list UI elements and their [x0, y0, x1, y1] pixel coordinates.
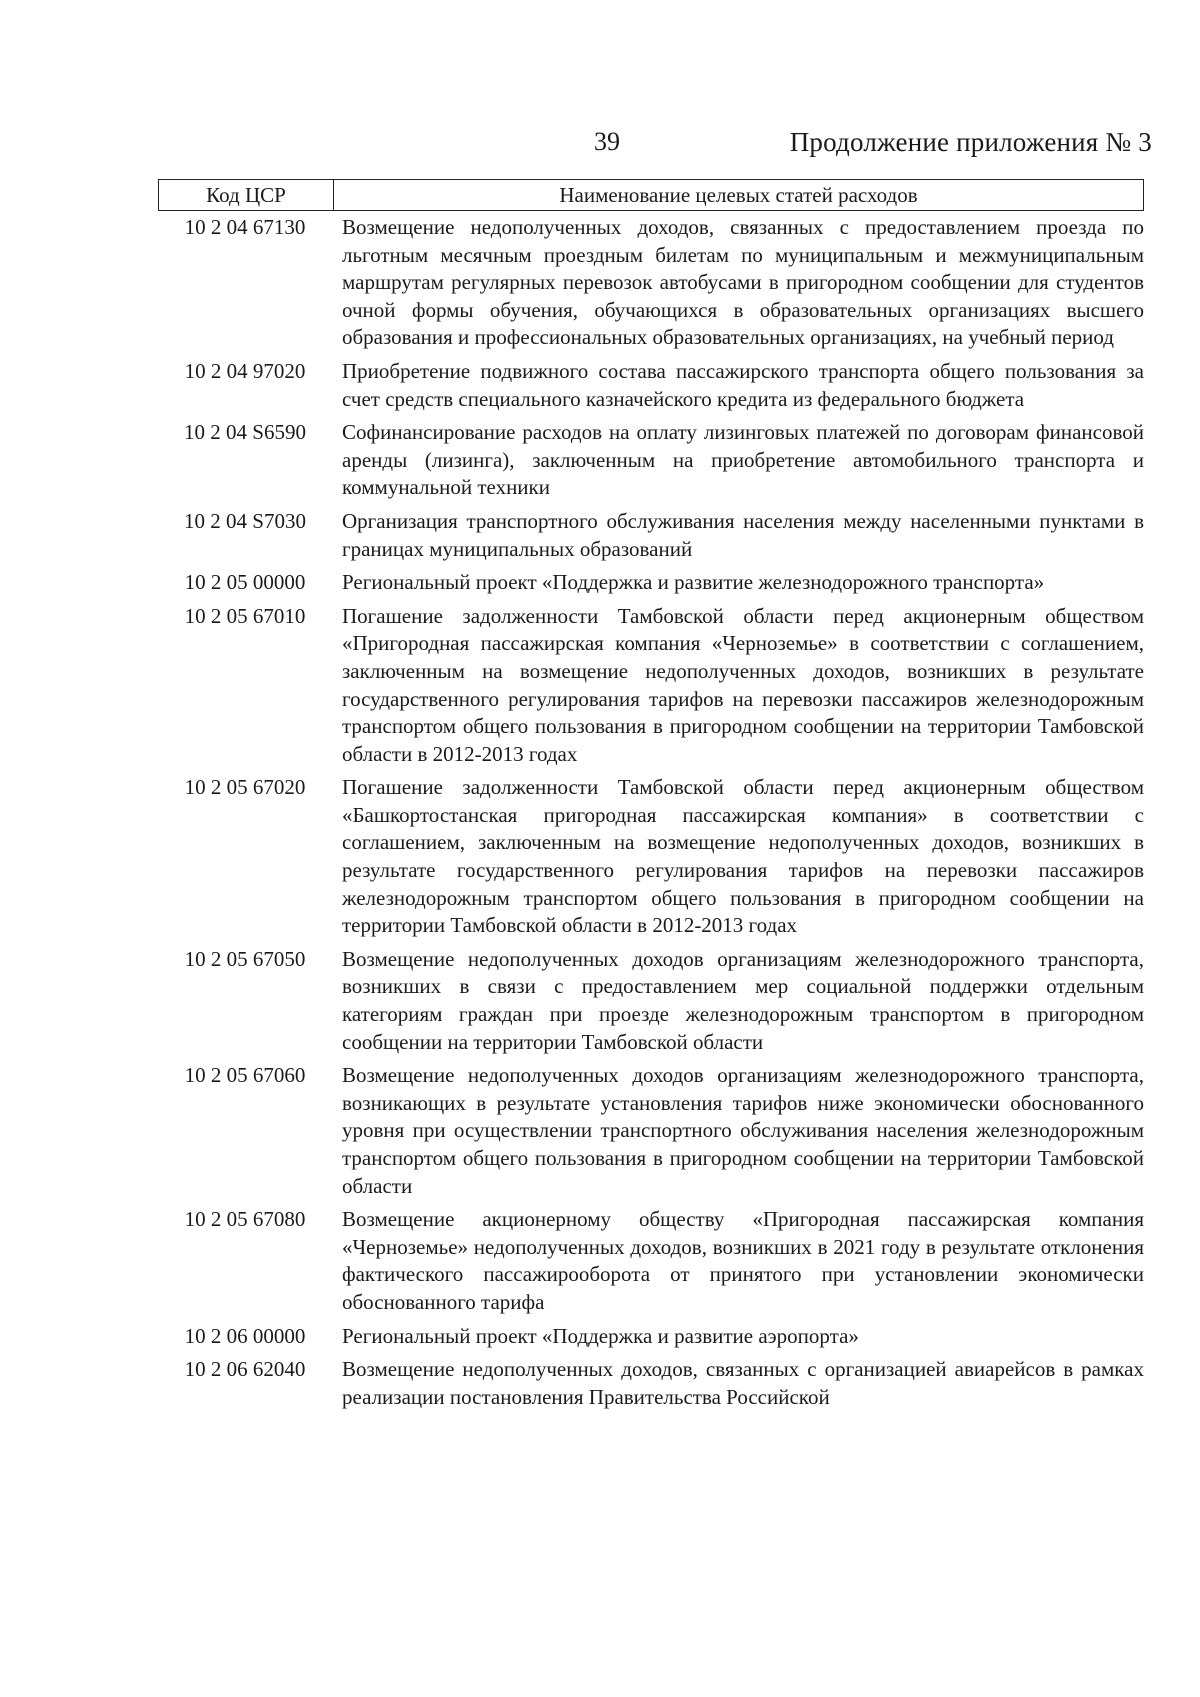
table-row — [158, 419, 1144, 502]
row-code: 10 2 04 S7030 — [184, 508, 306, 533]
row-code: 10 2 06 00000 — [184, 1323, 306, 1348]
row-description: Погашение задолженности Тамбовской области перед акционерным обществом «Башкортостанская пригородная пассажирская компания» в соответствии с соглашением, заключенным на возмещение недополученных доходов, возникших в результате государственного регулирования тарифов на перевозки пассажиров железнодорожным транспортом общего пользования в пригородном сообщении на территории Тамбовской области в 2012-2013 годах — [342, 775, 1144, 938]
row-code: 10 2 05 67010 — [184, 603, 306, 628]
table-row — [158, 1206, 1144, 1316]
row-code: 10 2 06 62040 — [184, 1357, 306, 1382]
table-header — [158, 179, 1144, 211]
row-description: Организация транспортного обслуживания населения между населенными пунктами в границах муниципальных образований — [342, 508, 1144, 561]
row-code: 10 2 04 S6590 — [184, 420, 306, 445]
column-header-code: Код ЦСР — [159, 180, 334, 210]
row-description: Погашение задолженности Тамбовской области перед акционерным обществом «Пригородная пассажирская компания «Черноземье» в соответствии с соглашением, заключенным на возмещение недополученных доходов, возникших в результате государственного регулирования тарифов на перевозки пассажиров железнодорожным транспортом общего пользования в пригородном сообщении на территории Тамбовской области в 2012-2013 годах — [342, 603, 1144, 766]
row-code: 10 2 04 97020 — [184, 358, 306, 383]
expense-table-body — [158, 214, 1144, 1417]
table-row — [158, 1356, 1144, 1411]
row-description: Приобретение подвижного состава пассажирского транспорта общего пользования за счет средств специального казначейского кредита из федерального бюджета — [342, 358, 1144, 411]
row-description: Софинансирование расходов на оплату лизинговых платежей по договорам финансовой аренды (лизинга), заключенным на приобретение автомобильного транспорта и коммунальной техники — [342, 420, 1144, 500]
page-number: 39 — [594, 127, 620, 156]
row-code: 10 2 05 67080 — [184, 1207, 306, 1232]
page-header — [0, 122, 1200, 162]
row-description: Региональный проект «Поддержка и развитие железнодорожного транспорта» — [342, 570, 1045, 595]
row-code: 10 2 05 67060 — [184, 1063, 306, 1088]
table-row — [158, 603, 1144, 769]
row-description: Возмещение недополученных доходов организациям железнодорожного транспорта, возникающих в результате установления тарифов ниже экономически обоснованного уровня при осуществлении транспортного обслуживания населения железнодорожным транспортом общего пользования в пригородном сообщении на территории Тамбовской области — [342, 1063, 1144, 1198]
row-description: Возмещение недополученных доходов, связанных с организацией авиарейсов в рамках реализации постановления Правительства Российской — [342, 1357, 1144, 1409]
table-row — [158, 214, 1144, 352]
appendix-continuation-title: Продолжение приложения № 3 — [789, 127, 1152, 157]
row-description: Возмещение недополученных доходов организациям железнодорожного транспорта, возникших в связи с предоставлением мер социальной поддержки отдельным категориям граждан при проезде железнодорожным транспортом в пригородном сообщении на территории Тамбовской области — [342, 946, 1144, 1054]
table-row — [158, 569, 1144, 597]
row-code: 10 2 05 00000 — [184, 570, 306, 595]
row-description: Региональный проект «Поддержка и развитие аэропорта» — [342, 1323, 859, 1348]
row-code: 10 2 05 67020 — [184, 775, 306, 800]
table-row — [158, 774, 1144, 940]
table-row — [158, 946, 1144, 1056]
table-row — [158, 1323, 1144, 1351]
column-header-name: Наименование целевых статей расходов — [559, 183, 918, 207]
table-row — [158, 1062, 1144, 1200]
table-row — [158, 508, 1144, 563]
row-description: Возмещение недополученных доходов, связанных с предоставлением проезда по льготным месячным проездным билетам по муниципальным и межмуниципальным маршрутам регулярных перевозок автобусами в пригородном сообщении для студентов очной формы обучения, обучающихся в образовательных организациях высшего образования и профессиональных образовательных организациях, на учебный период — [342, 215, 1144, 350]
table-row — [158, 358, 1144, 413]
row-description: Возмещение акционерному обществу «Пригородная пассажирская компания «Черноземье» недополученных доходов, возникших в 2021 году в результате отклонения фактического пассажирооборота от принятого при установлении экономически обоснованного тарифа — [342, 1207, 1144, 1314]
row-code: 10 2 05 67050 — [184, 946, 306, 971]
row-code: 10 2 04 67130 — [184, 215, 306, 239]
